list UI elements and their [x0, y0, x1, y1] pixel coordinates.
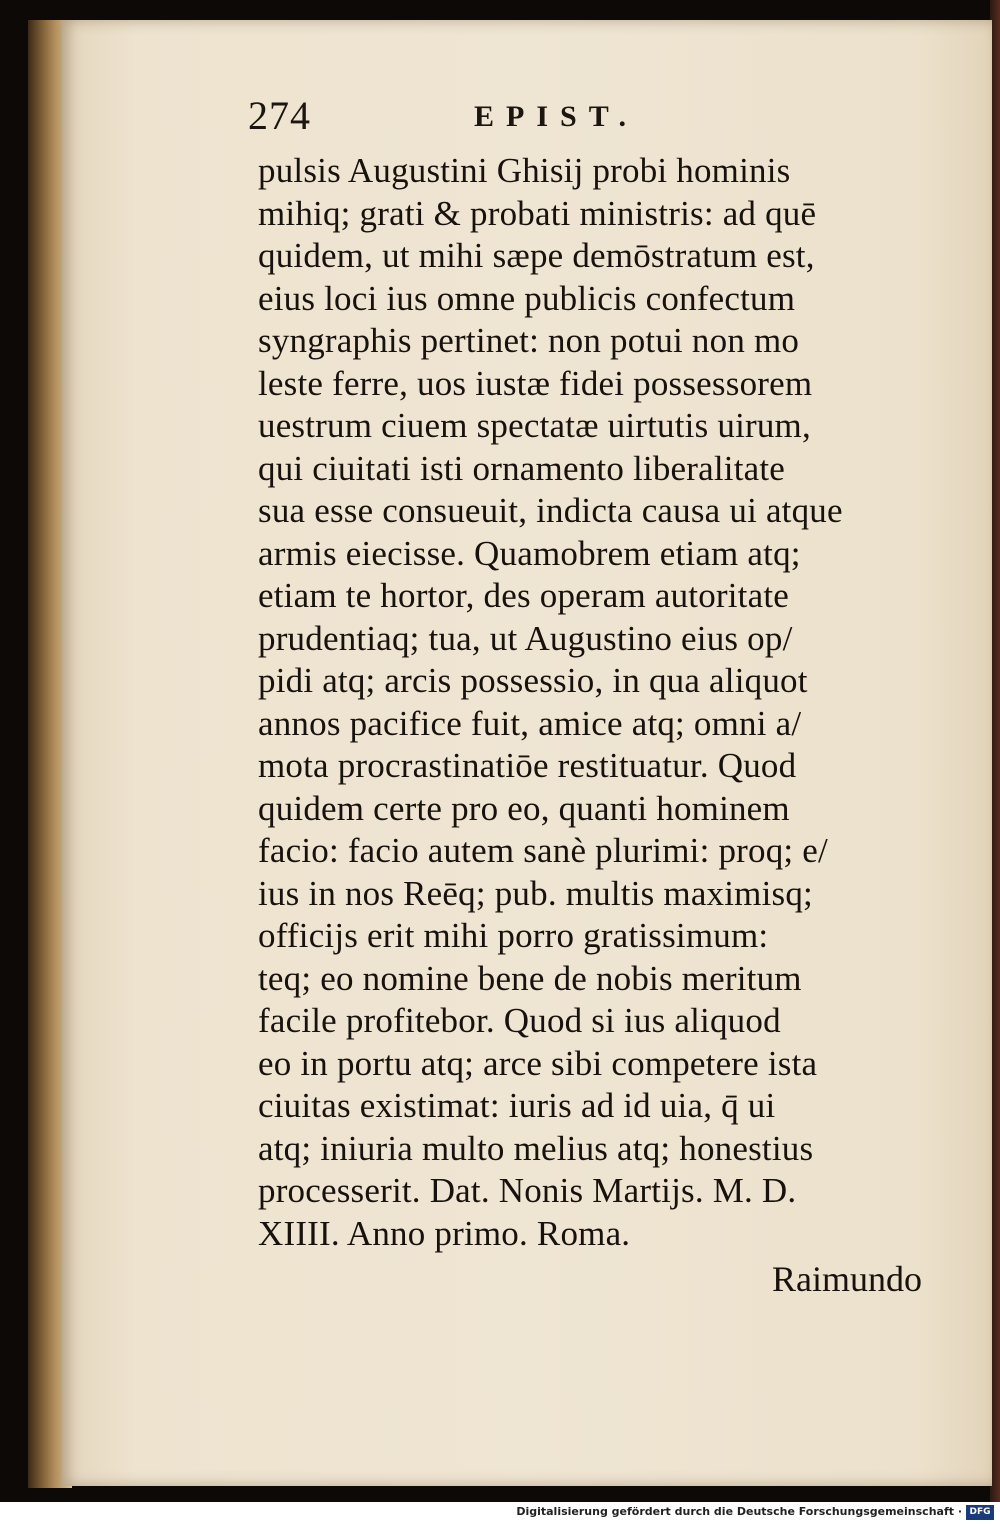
- text-line: teq; eo nomine bene de nobis meritum: [258, 958, 802, 998]
- text-line: pulsis Augustini Ghisij probi hominis: [258, 151, 791, 190]
- text-line: sua esse consueuit, indicta causa ui atque: [258, 491, 843, 530]
- text-line: ius in nos Reēq; pub. multis maximisq;: [258, 873, 813, 913]
- page-number: 274: [248, 93, 311, 138]
- text-line: XIIII. Anno primo. Roma.: [258, 1213, 631, 1253]
- text-line: pidi atq; arcis possessio, in qua aliquot: [258, 661, 808, 700]
- text-line: processerit. Dat. Nonis Martijs. M. D.: [258, 1171, 797, 1210]
- footer-bar: [0, 1502, 1000, 1524]
- text-line: eius loci ius omne publicis confectum: [258, 278, 796, 318]
- body-text: [258, 150, 948, 1255]
- text-line: officijs erit mihi porro gratissimum:: [258, 916, 769, 955]
- text-line: qui ciuitati isti ornamento liberalitate: [258, 448, 786, 488]
- dfg-logo: DFG: [966, 1505, 994, 1520]
- text-line: etiam te hortor, des operam autoritate: [258, 576, 789, 615]
- text-line: mota procrastinatiōe restituatur. Quod: [258, 746, 797, 785]
- text-line: annos pacifice fuit, amice atq; omni a/: [258, 703, 802, 743]
- text-line: atq; iniuria multo melius atq; honestius: [258, 1128, 814, 1168]
- funding-credit: Digitalisierung gefördert durch die Deutsche Forschungsgemeinschaft ·: [516, 1505, 962, 1518]
- text-line: quidem, ut mihi sæpe demōstratum est,: [258, 236, 815, 275]
- text-line: syngraphis pertinet: non potui non mo: [258, 321, 800, 360]
- text-line: facile profitebor. Quod si ius aliquod: [258, 1001, 781, 1040]
- text-line: quidem certe pro eo, quanti hominem: [258, 788, 790, 828]
- running-head: EPIST.: [474, 100, 638, 133]
- text-line: facio: facio autem sanè plurimi: proq; e/: [258, 831, 828, 870]
- text-line: leste ferre, uos iustæ fidei possessorem: [258, 363, 813, 403]
- text-line: ciuitas existimat: iuris ad id uia, q̄ ui: [258, 1086, 776, 1125]
- text-line: uestrum ciuem spectatæ uirtutis uirum,: [258, 406, 811, 445]
- text-line: mihiq; grati & probati ministris: ad quē: [258, 193, 817, 233]
- text-line: prudentiaq; tua, ut Augustino eius op/: [258, 618, 793, 658]
- text-line: armis eiecisse. Quamobrem etiam atq;: [258, 533, 801, 573]
- page-header: [248, 92, 948, 152]
- catchword: Raimundo: [772, 1259, 922, 1299]
- text-line: eo in portu atq; arce sibi competere ista: [258, 1043, 818, 1083]
